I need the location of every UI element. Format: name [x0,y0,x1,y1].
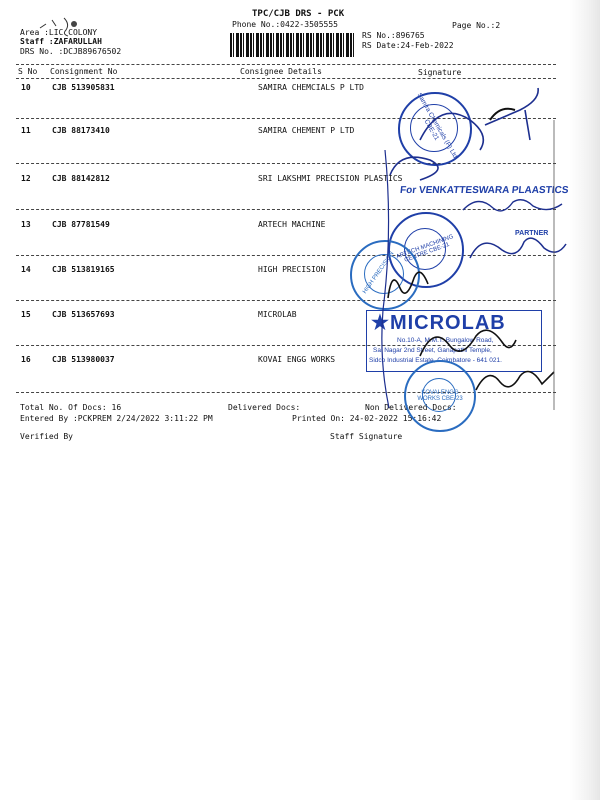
row-consignment: CJB 88173410 [52,126,110,135]
partner-label: PARTNER [515,230,549,237]
row-consignment: CJB 87781549 [52,220,110,229]
divider [16,78,556,79]
microlab-address-line: Sai Nagar 2nd Street, Ganapathi Temple, [373,347,492,354]
page-number: Page No.:2 [452,21,501,30]
non-delivered-docs: Non Delivered Docs: [365,403,457,412]
phone-number: Phone No.:0422-3505555 [232,20,338,29]
total-docs: Total No. Of Docs: 16 [20,403,122,412]
column-sno: S No [18,67,38,76]
microlab-title: ★MICROLAB [371,312,506,334]
divider [16,300,556,301]
page-title: TPC/CJB DRS - PCK [252,9,345,19]
row-consignee: SRI LAKSHMI PRECISION PLASTICS [258,174,403,183]
row-consignee: SAMIRA CHEMENT P LTD [258,126,355,135]
verified-by: Verified By [20,432,73,441]
rs-number: RS No.:896765 [362,31,425,40]
row-sno: 14 [21,265,31,274]
row-sno: 11 [21,126,31,135]
entered-by: Entered By :PCKPREM 2/24/2022 3:11:22 PM [20,414,213,423]
row-sno: 10 [21,83,31,92]
microlab-address-line: No.10-A, M.M.T. Bungalow Road, [397,337,494,344]
row-consignee: SAMIRA CHEMCIALS P LTD [258,83,364,92]
scan-edge [570,0,600,800]
scan-mark-icon [38,14,84,38]
row-consignment: CJB 513657693 [52,310,115,319]
row-consignment: CJB 513819165 [52,265,115,274]
row-consignee: HIGH PRECISION [258,265,326,274]
row-sno: 13 [21,220,31,229]
high-precision-stamp: HIGH PRECISION [350,240,420,310]
pen-stroke [375,150,405,410]
staff-signature-label: Staff Signature [330,432,403,441]
artech-stamp: ARTECH MACHINING CENTRE CBE-21 [388,212,464,288]
row-sno: 15 [21,310,31,319]
handwritten-signature [410,318,520,368]
row-sno: 12 [21,174,31,183]
drs-number: DRS No. :DCJB89676502 [20,47,122,56]
area: Area :LIC COLONY [20,28,98,37]
divider [16,64,556,65]
microlab-address-line: Sidco Industrial Estate, Coimbatore - 641 021. [369,357,502,364]
column-consignment: Consignment No [50,67,118,76]
row-consignee: MICROLAB [258,310,297,319]
staff-name: Staff :ZAFARULLAH [20,37,102,46]
row-consignee: KOVAI ENGG WORKS [258,355,336,364]
venkatteswara-stamp: For VENKATTESWARA PLAASTICS [399,185,569,196]
handwritten-signature [380,80,560,190]
barcode [230,33,355,57]
kovai-stamp: KOVAI ENGG WORKS CBE-23 [404,360,476,432]
row-consignment: CJB 88142812 [52,174,110,183]
column-consignee: Consignee Details [240,67,322,76]
pen-stroke [548,120,560,410]
column-signature: Signature [418,68,462,77]
delivered-docs: Delivered Docs: [228,403,301,412]
samira-stamp: Samira Chemicals (P) Ltd. CBE-21 [398,92,472,166]
printed-on: Printed On: 24-02-2022 15:16:42 [292,414,442,423]
handwritten-signature [470,362,560,402]
row-consignment: CJB 513905831 [52,83,115,92]
row-sno: 16 [21,355,31,364]
row-consignee: ARTECH MACHINE [258,220,326,229]
row-consignment: CJB 513980037 [52,355,115,364]
rs-date: RS Date:24-Feb-2022 [362,41,454,50]
